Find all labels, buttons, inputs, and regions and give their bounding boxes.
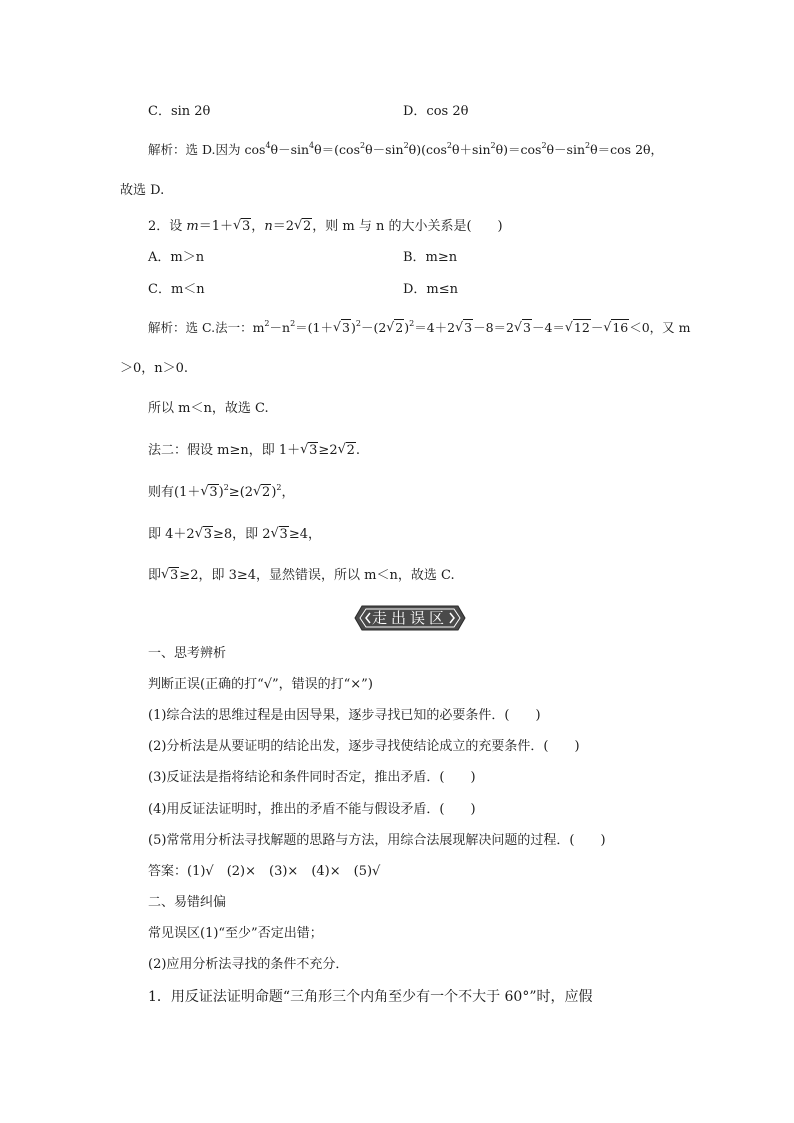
- sol1-part: θ＝cos 2θ，: [590, 142, 664, 157]
- radicand: 3: [342, 320, 350, 335]
- exp: 2: [585, 141, 591, 150]
- sol1-part: θ－sin: [270, 142, 310, 157]
- radicand: 16: [612, 320, 629, 335]
- radicand: 2: [395, 320, 404, 335]
- sqrt-3: [333, 319, 351, 337]
- radicand: 3: [464, 320, 473, 335]
- radicand: 3: [523, 320, 531, 335]
- radicand: 3: [309, 443, 318, 458]
- sol2-part: －n: [269, 320, 291, 335]
- sqrt-3: [161, 567, 179, 585]
- solution-1-end: 故选 D.: [120, 183, 165, 198]
- question-1-proof: 1．用反证法证明命题“三角形三个内角至少有一个不大于 60°”时，应假: [148, 989, 593, 1005]
- sol1-part: θ)＝cos: [495, 142, 542, 157]
- statement-5: (5)常常用分析法寻找解题的思路与方法，用综合法展现解决问题的过程．( ): [148, 833, 606, 848]
- sqrt-12: [565, 319, 591, 337]
- sqrt-2: [253, 484, 271, 502]
- radicand: 3: [209, 485, 218, 500]
- exp: 2: [403, 141, 409, 150]
- q2-part: ，则 m 与 n 的大小关系是( ): [312, 219, 503, 234]
- then-part: 则有(1＋: [148, 485, 201, 500]
- radicand: 3: [242, 219, 251, 234]
- solution-2: [148, 319, 691, 337]
- q2-part: ＝1＋: [198, 219, 234, 234]
- m2-part: 法二：假设 m≥n，即 1＋: [148, 443, 301, 458]
- sol2-part: ＝(1＋: [295, 320, 334, 335]
- m2-part: ≥2: [318, 443, 338, 458]
- q2-part: 2．设: [148, 219, 187, 234]
- option-d: D．m≤n: [403, 282, 459, 297]
- sqrt-3: [233, 218, 251, 236]
- statement-1: (1)综合法的思维过程是由因导果，逐步寻找已知的必要条件．( ): [148, 708, 541, 723]
- sqrt-3: [455, 319, 473, 337]
- option-c-sin: C．sin 2θ: [148, 104, 211, 119]
- exp: 2: [223, 483, 229, 492]
- sol1-part: θ)(cos: [408, 142, 447, 157]
- exp: 2: [264, 319, 270, 328]
- sol2-part: ): [350, 320, 356, 335]
- q2-part: ，: [251, 219, 265, 234]
- ie-part: ≥8，即 2: [212, 527, 271, 542]
- section-badge: [354, 605, 466, 631]
- sol2-part: －(2: [360, 320, 387, 335]
- sqrt-3: [200, 484, 218, 502]
- ie-part: 即: [148, 568, 162, 583]
- exp: 4: [265, 141, 271, 150]
- ie-line-1: [148, 526, 321, 544]
- radicand: 2: [346, 443, 355, 458]
- sqrt-3: [195, 526, 213, 544]
- then-part: ): [218, 485, 224, 500]
- error-note-2: (2)应用分析法寻找的条件不充分．: [148, 957, 349, 972]
- exp: 2: [409, 319, 415, 328]
- sol2-part: ): [404, 320, 410, 335]
- var-n: n: [264, 219, 273, 234]
- radicand: 3: [279, 527, 288, 542]
- sol2-part: ＜0，又 m: [629, 320, 691, 335]
- so-line: 所以 m＜n，故选 C.: [148, 401, 269, 416]
- q2-part: ＝2: [272, 219, 294, 234]
- option-a: A．m＞n: [148, 250, 205, 265]
- sqrt-3: [514, 319, 532, 337]
- solution-2-end: ＞0，n＞0.: [120, 361, 189, 376]
- exp: 2: [446, 141, 452, 150]
- then-part: ，: [281, 485, 295, 500]
- exp: 2: [490, 141, 496, 150]
- sqrt-16: [603, 319, 629, 337]
- radicand: 12: [573, 320, 590, 335]
- exp: 4: [309, 141, 315, 150]
- solution-1: [148, 141, 663, 159]
- answer-line: 答案：(1)√ (2)× (3)× (4)× (5)√: [148, 864, 381, 879]
- ie-part: ≥2，即 3≥4，显然错误，所以 m＜n，故选 C.: [179, 568, 455, 583]
- sol1-part: θ＝(cos: [314, 142, 360, 157]
- sol2-part: 解析：选 C.法一：m: [148, 320, 265, 335]
- m2-part: .: [355, 443, 361, 458]
- ie-part: ≥4，: [288, 527, 321, 542]
- ie-part: 即 4＋2: [148, 527, 195, 542]
- method-2: [148, 442, 360, 460]
- sol2-part: －: [590, 320, 604, 335]
- sqrt-2: [338, 442, 356, 460]
- radicand: 2: [262, 485, 271, 500]
- sqrt-2: [294, 218, 312, 236]
- heading-2: 二、易错纠偏: [148, 895, 227, 910]
- sol2-part: －4＝: [531, 320, 565, 335]
- radicand: 3: [170, 568, 179, 583]
- then-line: [148, 484, 295, 502]
- error-note-1: 常见误区(1)“至少”否定出错；: [148, 926, 323, 941]
- question-2: [148, 218, 503, 236]
- statement-4: (4)用反证法证明时，推出的矛盾不能与假设矛盾．( ): [148, 802, 476, 817]
- sol1-part: θ－sin: [546, 142, 586, 157]
- sqrt-3: [271, 526, 289, 544]
- statement-2: (2)分析法是从要证明的结论出发，逐步寻找使结论成立的充要条件．( ): [148, 739, 580, 754]
- sol2-part: －8＝2: [473, 320, 514, 335]
- then-part: ≥(2: [228, 485, 254, 500]
- sol2-part: ＝4＋2: [414, 320, 456, 335]
- sol1-part: 解析：选 D.因为 cos: [148, 142, 266, 157]
- option-b: B．m≥n: [403, 250, 458, 265]
- sqrt-2: [386, 319, 404, 337]
- heading-1: 一、思考辨析: [148, 646, 227, 661]
- var-m: m: [186, 219, 199, 234]
- exp: 2: [276, 483, 282, 492]
- radicand: 3: [203, 527, 212, 542]
- judge-instruction: 判断正误(正确的打“√”，错误的打“×”): [148, 677, 373, 692]
- exp: 2: [355, 319, 361, 328]
- badge-label: 走出误区: [371, 609, 448, 627]
- sqrt-3: [300, 442, 318, 460]
- option-d-cos: D．cos 2θ: [403, 104, 469, 119]
- sol1-part: θ－sin: [365, 142, 404, 157]
- ie-line-2: [148, 567, 455, 585]
- sol1-part: θ＋sin: [452, 142, 491, 157]
- statement-3: (3)反证法是指将结论和条件同时否定，推出矛盾．( ): [148, 770, 476, 785]
- exp: 2: [359, 141, 366, 150]
- exp: 2: [290, 319, 296, 328]
- exp: 2: [541, 141, 547, 150]
- radicand: 2: [302, 219, 312, 234]
- then-part: ): [271, 485, 277, 500]
- option-c: C．m＜n: [148, 282, 205, 297]
